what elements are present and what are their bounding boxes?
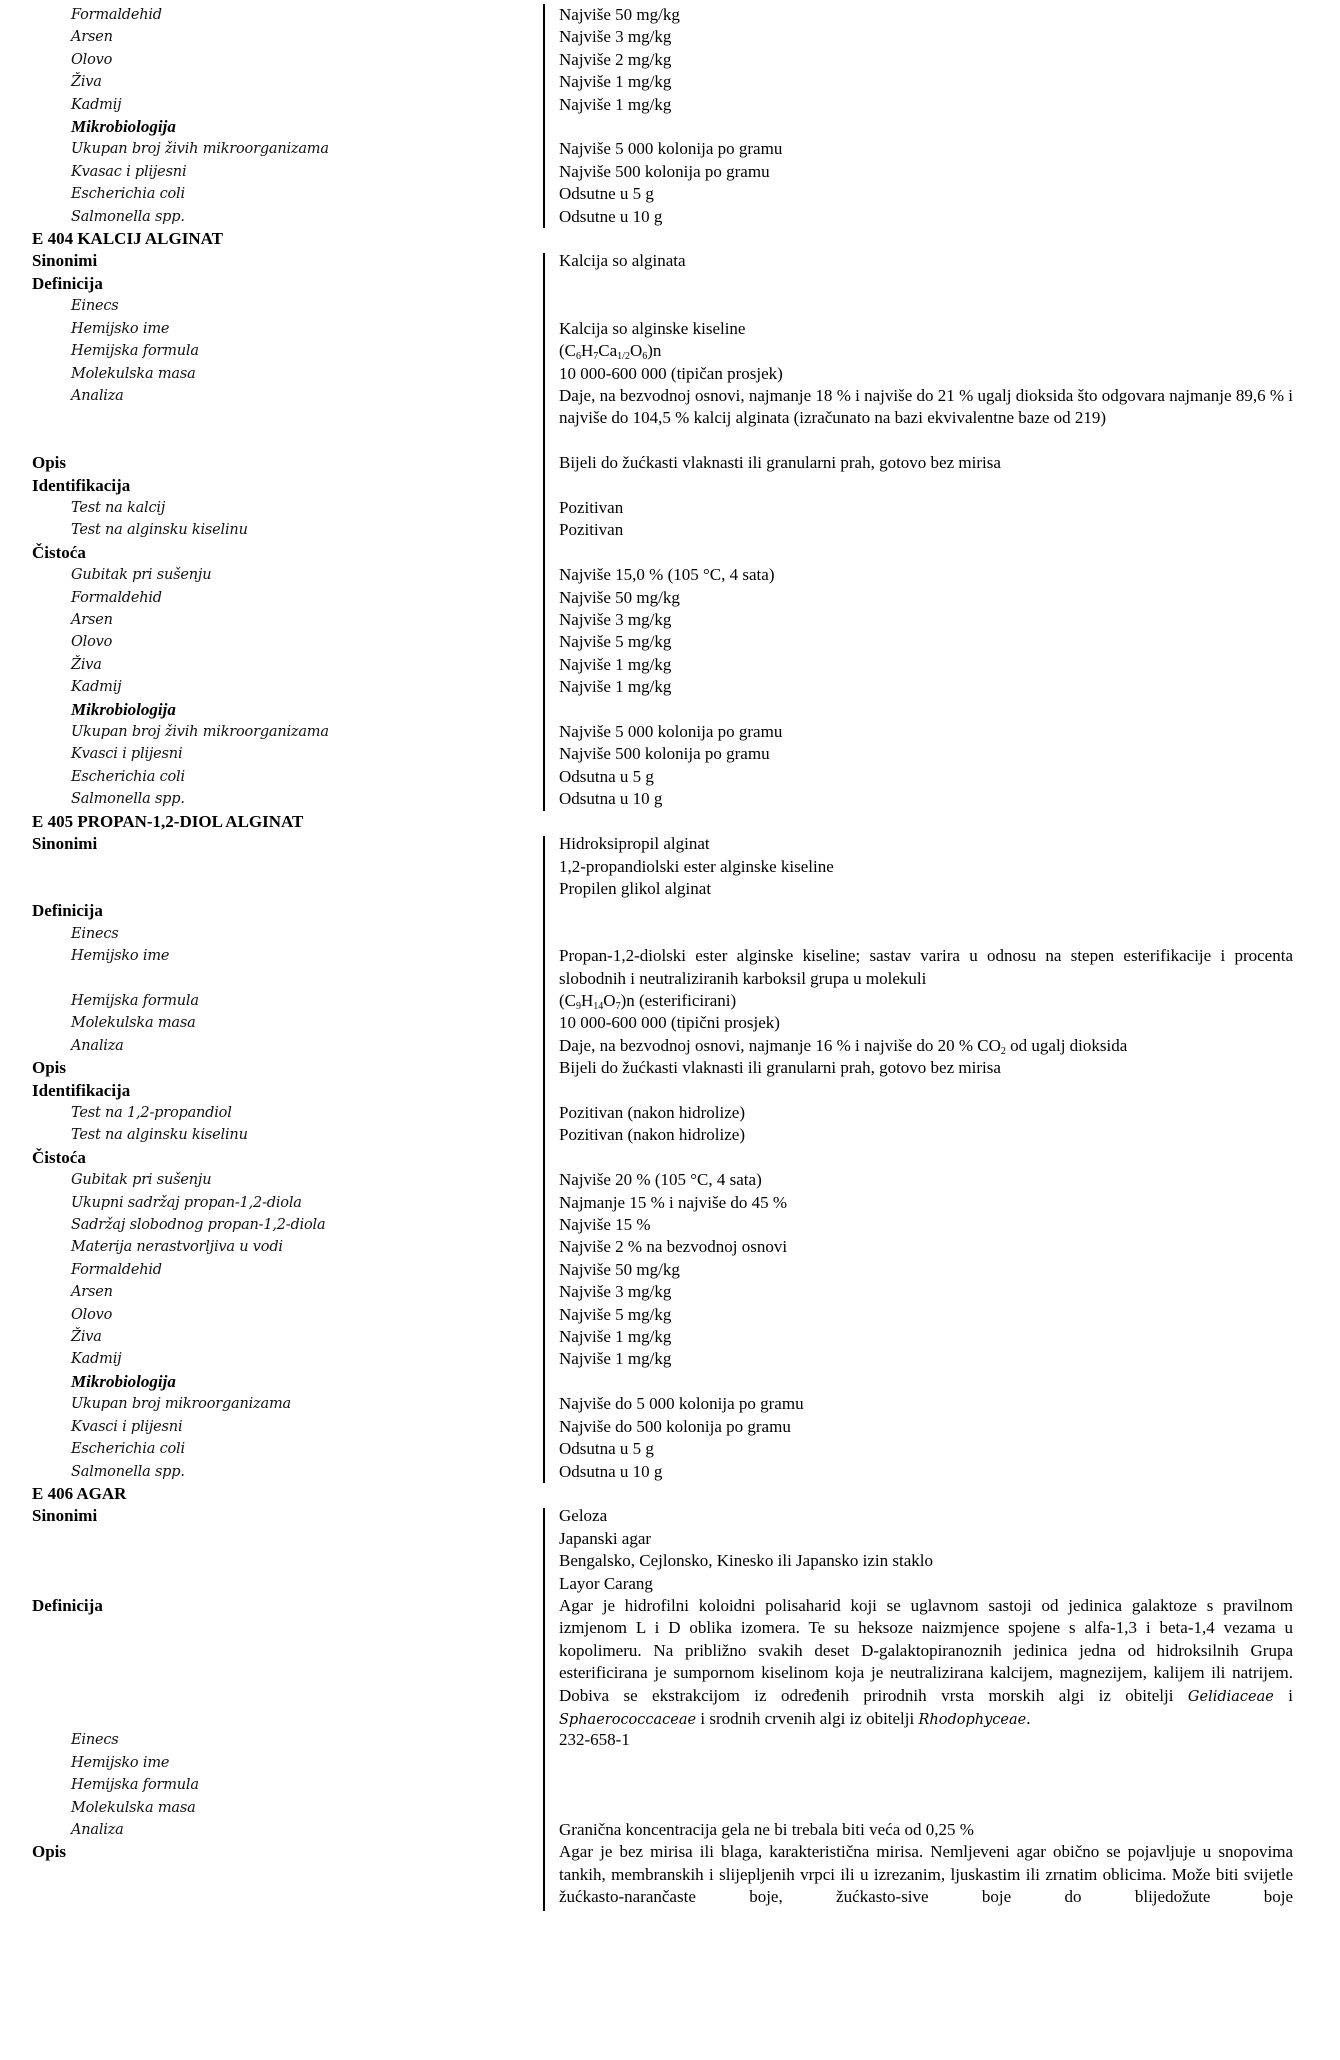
parameter-value: Pozitivan (559, 520, 624, 540)
parameter-label: Ukupan broj mikroorganizama (71, 1396, 291, 1413)
italic-term: Rhodophyceae (918, 1711, 1027, 1728)
spec-row (0, 1371, 1340, 1393)
spec-row (0, 631, 1340, 653)
parameter-label: Analiza (71, 1037, 124, 1054)
parameter-label: Arsen (71, 1284, 113, 1301)
parameter-value: Daje, na bezvodnoj osnovi, najmanje 18 % i najviše do 21 % ugalj dioksida što odgovara najmanje 89,6 % i najviše do 104,5 % kalcij alginata (izračunato na bazi ekvivalentne baze od 219) (559, 385, 1293, 428)
value-text: (C (559, 341, 576, 361)
spec-row (0, 340, 1340, 362)
spec-row (0, 1573, 1340, 1595)
parameter-label: Einecs (71, 298, 119, 315)
spec-row (0, 161, 1340, 183)
spec-row (0, 206, 1340, 228)
value-text: H (581, 990, 594, 1010)
spec-row (0, 1057, 1340, 1079)
parameter-label: Test na kalcij (71, 499, 166, 516)
spec-row (0, 990, 1340, 1012)
value-text: H (581, 341, 594, 361)
parameter-value: Odsutne u 10 g (559, 206, 663, 226)
spec-row (0, 1326, 1340, 1348)
spec-row (0, 452, 1340, 474)
spec-row (0, 318, 1340, 340)
parameter-value: Najviše 50 mg/kg (559, 1259, 680, 1279)
parameter-value: Najviše 5 000 kolonija po gramu (559, 722, 783, 742)
spec-row (0, 1729, 1340, 1751)
parameter-value: Bengalsko, Cejlonsko, Kinesko ili Japansko izin staklo (559, 1551, 933, 1571)
parameter-label: Kadmij (71, 96, 122, 113)
spec-row (0, 250, 1340, 272)
parameter-value: Najviše 50 mg/kg (559, 5, 680, 24)
subsection-heading: Mikrobiologija (71, 117, 176, 137)
parameter-label: Hemijsko ime (71, 948, 170, 965)
parameter-label: Živa (71, 74, 102, 91)
parameter-value: Pozitivan (559, 497, 624, 517)
parameter-value: Najviše 2 mg/kg (559, 49, 672, 69)
parameter-label: Formaldehid (71, 1261, 162, 1278)
parameter-label: Živa (71, 656, 102, 673)
parameter-value: 232-658-1 (559, 1730, 630, 1750)
spec-row (0, 49, 1340, 71)
parameter-value: Najmanje 15 % i najviše do 45 % (559, 1192, 788, 1212)
parameter-value: Odsutna u 5 g (559, 766, 654, 786)
value-text: . (1026, 1708, 1031, 1728)
parameter-label: Escherichia coli (71, 1441, 185, 1458)
spec-row (0, 295, 1340, 317)
spec-row (0, 564, 1340, 586)
parameter-label: Kvasci i plijesni (71, 746, 183, 763)
spec-row (0, 766, 1340, 788)
parameter-label: Sadržaj slobodnog propan-1,2-diola (71, 1217, 326, 1234)
spec-row (0, 1169, 1340, 1191)
spec-row (0, 71, 1340, 93)
spec-row (0, 138, 1340, 160)
parameter-value: 10 000-600 000 (tipični prosjek) (559, 1013, 780, 1033)
spec-row (0, 923, 1340, 945)
parameter-label: Hemijska formula (71, 992, 199, 1009)
parameter-label: Test na alginsku kiselinu (71, 1127, 248, 1144)
parameter-value: Najviše 5 mg/kg (559, 632, 672, 652)
parameter-label: Molekulska masa (71, 1015, 196, 1032)
parameter-label: Hemijsko ime (71, 1754, 170, 1771)
parameter-label: Živa (71, 1329, 102, 1346)
parameter-value: Kalcija so alginske kiseline (559, 318, 746, 338)
parameter-label: Formaldehid (71, 589, 162, 606)
parameter-label: Kvasci i plijesni (71, 1418, 183, 1435)
parameter-value: Hidroksipropil alginat (559, 834, 710, 854)
parameter-value: Granična koncentracija gela ne bi trebala biti veća od 0,25 % (559, 1820, 974, 1840)
parameter-value (559, 1595, 1293, 1731)
value-text: i srodnih crvenih algi iz obitelji (696, 1708, 919, 1728)
spec-row (0, 609, 1340, 631)
parameter-label: Formaldehid (71, 7, 162, 23)
spec-row (0, 385, 1340, 452)
spec-row (0, 1281, 1340, 1303)
spec-row (0, 1012, 1340, 1034)
subscript: 14 (593, 1000, 604, 1012)
spec-row (0, 1192, 1340, 1214)
section-heading: Opis (32, 453, 67, 473)
section-heading: Definicija (32, 1595, 103, 1615)
section-heading: Definicija (32, 273, 103, 293)
subscript: 6 (576, 351, 581, 363)
value-text: Agar je hidrofilni koloidni polisaharid koji se uglavnom sastoji od jedinica galaktoze s pravilnom izmjenom L i D oblika izomera. Te su heksoze naizmjence spojene s alfa-1,3 i beta-1,4 vezama u kopolimeru. Na približno svakih deset D-galaktopiranoznih jedinica jedna od hidroksilnih Grupa esterificirana je sumpornom kiselinom koja je neutralizirana kalcijem, magnezijem, kalijem ili natrijem. Dobiva se ekstrakcijom iz određenih prirodnih vrsta morskih algi iz obitelji (559, 1595, 1293, 1705)
section-heading: E 404 KALCIJ ALGINAT (32, 229, 223, 249)
parameter-value (559, 990, 1293, 1012)
spec-row (0, 1505, 1340, 1527)
spec-row (0, 1393, 1340, 1415)
spec-row (0, 676, 1340, 698)
subscript: 7 (593, 351, 599, 363)
spec-row (0, 1797, 1340, 1819)
subscript: 1/2 (617, 351, 630, 363)
spec-row (0, 519, 1340, 541)
section-heading: E 405 PROPAN-1,2-DIOL ALGINAT (32, 811, 304, 831)
section-heading: Identifikacija (32, 475, 131, 495)
value-text: O (603, 990, 616, 1010)
parameter-value: Bijeli do žućkasti vlaknasti ili granularni prah, gotovo bez mirisa (559, 453, 1001, 473)
parameter-value: Najviše 3 mg/kg (559, 1282, 672, 1302)
parameter-value: Najviše do 5 000 kolonija po gramu (559, 1394, 804, 1414)
parameter-label: Test na 1,2-propandiol (71, 1104, 232, 1121)
parameter-value: Najviše 5 000 kolonija po gramu (559, 139, 783, 159)
parameter-label: Molekulska masa (71, 365, 196, 382)
italic-term: Gelidiaceae (1187, 1688, 1274, 1705)
spec-row (0, 1774, 1340, 1796)
parameter-label: Escherichia coli (71, 186, 185, 203)
subsection-heading: Mikrobiologija (71, 699, 176, 719)
parameter-label: Ukupan broj živih mikroorganizama (71, 141, 329, 158)
spec-row (0, 699, 1340, 721)
spec-row (0, 1124, 1340, 1146)
section-heading: Čistoća (32, 542, 86, 562)
parameter-value: Layor Carang (559, 1573, 653, 1593)
parameter-label: Ukupni sadržaj propan-1,2-diola (71, 1194, 302, 1211)
parameter-value: Najviše 1 mg/kg (559, 654, 672, 674)
parameter-label: Arsen (71, 612, 113, 628)
section-heading: Sinonimi (32, 1506, 98, 1526)
parameter-label: Gubitak pri sušenju (71, 1172, 212, 1189)
parameter-value: Najviše 500 kolonija po gramu (559, 161, 770, 181)
spec-row (0, 228, 1340, 250)
spec-row (0, 945, 1340, 990)
parameter-value (559, 1035, 1293, 1057)
spec-row (0, 1348, 1340, 1370)
parameter-label: Kadmij (71, 679, 122, 696)
value-text: )n (647, 341, 662, 361)
column-divider (543, 4, 545, 228)
parameter-value: Najviše 5 mg/kg (559, 1304, 672, 1324)
parameter-label: Analiza (71, 387, 124, 404)
parameter-value: Najviše 2 % na bezvodnoj osnovi (559, 1237, 788, 1257)
spec-row (0, 1080, 1340, 1102)
spec-row (0, 1461, 1340, 1483)
spec-row (0, 1483, 1340, 1505)
italic-term: Sphaerococcaceae (559, 1711, 697, 1728)
value-text: Ca (598, 341, 618, 361)
section-heading: Sinonimi (32, 834, 98, 854)
spec-row (0, 1214, 1340, 1236)
section-heading: Opis (32, 1842, 67, 1862)
spec-row (0, 1438, 1340, 1460)
parameter-value: Najviše 1 mg/kg (559, 72, 672, 92)
spec-row (0, 273, 1340, 295)
subsection-heading: Mikrobiologija (71, 1371, 176, 1391)
spec-row (0, 833, 1340, 855)
parameter-value: Propan-1,2-diolski ester alginske kiseline; sastav varira u odnosu na stepen esterifikacije i procenta slobodnih i neutraliziranih karboksil grupa u molekuli (559, 946, 1293, 988)
parameter-value (559, 340, 1293, 362)
subscript: 6 (642, 351, 648, 363)
section-heading: Opis (32, 1058, 67, 1078)
parameter-label: Kvasac i plijesni (71, 163, 187, 180)
value-text: i (1273, 1685, 1293, 1705)
parameter-value: Najviše 500 kolonija po gramu (559, 744, 770, 764)
spec-row (0, 900, 1340, 922)
spec-row (0, 788, 1340, 810)
parameter-value: Odsutna u 10 g (559, 1461, 663, 1481)
spec-row (0, 26, 1340, 48)
parameter-value: Pozitivan (nakon hidrolize) (559, 1102, 746, 1122)
parameter-value: Najviše 1 mg/kg (559, 677, 672, 697)
parameter-value: Najviše 1 mg/kg (559, 1349, 672, 1369)
spec-row (0, 1147, 1340, 1169)
parameter-value: Geloza (559, 1506, 608, 1526)
spec-row (0, 4, 1340, 26)
spec-row (0, 1416, 1340, 1438)
spec-row (0, 1550, 1340, 1572)
column-divider (543, 836, 545, 1483)
spec-row (0, 1595, 1340, 1729)
value-text: )n (esterificirani) (620, 990, 737, 1010)
subscript: 9 (576, 1000, 581, 1012)
spec-row (0, 721, 1340, 743)
spec-row (0, 542, 1340, 564)
parameter-label: Einecs (71, 925, 119, 942)
column-divider (543, 253, 545, 810)
spec-row (0, 1102, 1340, 1124)
spec-row (0, 363, 1340, 385)
parameter-value: Pozitivan (nakon hidrolize) (559, 1125, 746, 1145)
parameter-value: Odsutna u 5 g (559, 1439, 654, 1459)
parameter-value: Najviše 3 mg/kg (559, 27, 672, 47)
parameter-value: Odsutne u 5 g (559, 184, 654, 204)
section-heading: Definicija (32, 901, 103, 921)
parameter-label: Hemijsko ime (71, 320, 170, 337)
spec-row (0, 1035, 1340, 1057)
parameter-value: Bijeli do žućkasti vlaknasti ili granularni prah, gotovo bez mirisa (559, 1058, 1001, 1078)
spec-row (0, 1819, 1340, 1841)
value-text: Daje, na bezvodnoj osnovi, najmanje 16 % i najviše do 20 % CO (559, 1035, 1001, 1055)
value-text: O (629, 341, 643, 361)
spec-row (0, 1304, 1340, 1326)
parameter-label: Materija nerastvorljiva u vodi (71, 1239, 283, 1256)
parameter-label: Ukupan broj živih mikroorganizama (71, 724, 329, 741)
parameter-label: Arsen (71, 29, 113, 46)
subscript: 7 (615, 1000, 621, 1012)
parameter-value: 1,2-propandiolski ester alginske kiseline (559, 856, 834, 876)
parameter-label: Analiza (71, 1822, 124, 1839)
parameter-value: Agar je bez mirisa ili blaga, karakteristična mirisa. Nemljeveni agar obično se pojavljuje u snopovima tankih, membranskih i slijepljenih vrpci ili u izrezanim, ljuskastim ili zrnatim oblicima. Može biti svijetle žućkasto-narančaste boje, žućkasto-sive boje do blijedožute boje (559, 1842, 1293, 1907)
parameter-value: Najviše 1 mg/kg (559, 1327, 672, 1347)
parameter-label: Test na alginsku kiselinu (71, 522, 248, 539)
spec-row (0, 811, 1340, 833)
parameter-value: Najviše 50 mg/kg (559, 587, 680, 607)
spec-row (0, 183, 1340, 205)
subscript: 2 (1000, 1045, 1006, 1057)
parameter-value: Najviše do 500 kolonija po gramu (559, 1416, 791, 1436)
parameter-label: Hemijska formula (71, 343, 199, 360)
spec-row (0, 878, 1340, 900)
parameter-label: Olovo (71, 634, 113, 651)
parameter-label: Olovo (71, 1306, 113, 1323)
value-text: od ugalj dioksida (1005, 1035, 1128, 1055)
parameter-value: 10 000-600 000 (tipičan prosjek) (559, 363, 783, 383)
section-heading: E 406 AGAR (32, 1483, 127, 1503)
parameter-value: Propilen glikol alginat (559, 878, 712, 898)
spec-row (0, 475, 1340, 497)
parameter-label: Einecs (71, 1732, 119, 1749)
parameter-label: Molekulska masa (71, 1799, 196, 1816)
spec-row (0, 1752, 1340, 1774)
parameter-value: Kalcija so alginata (559, 251, 686, 271)
parameter-label: Gubitak pri sušenju (71, 567, 212, 584)
spec-row (0, 497, 1340, 519)
parameter-label: Olovo (71, 51, 113, 68)
parameter-value: Najviše 3 mg/kg (559, 610, 672, 629)
spec-row (0, 1259, 1340, 1281)
parameter-label: Hemijska formula (71, 1777, 199, 1794)
parameter-value: Najviše 1 mg/kg (559, 94, 672, 114)
value-text: (C (559, 990, 576, 1010)
spec-row (0, 654, 1340, 676)
spec-row (0, 856, 1340, 878)
spec-row (0, 1528, 1340, 1550)
spec-row (0, 94, 1340, 116)
spec-row (0, 116, 1340, 138)
parameter-label: Kadmij (71, 1351, 122, 1368)
section-heading: Identifikacija (32, 1080, 131, 1100)
section-heading: Sinonimi (32, 251, 98, 271)
parameter-value: Najviše 15,0 % (105 °C, 4 sata) (559, 565, 775, 585)
parameter-label: Salmonella spp. (71, 1463, 185, 1480)
spec-row (0, 743, 1340, 765)
parameter-label: Escherichia coli (71, 768, 185, 785)
spec-row (0, 1236, 1340, 1258)
column-divider (543, 1508, 545, 1910)
parameter-label: Salmonella spp. (71, 208, 185, 225)
parameter-value: Odsutna u 10 g (559, 789, 663, 809)
spec-row (0, 587, 1340, 609)
parameter-value: Najviše 20 % (105 °C, 4 sata) (559, 1170, 762, 1190)
parameter-value: Najviše 15 % (559, 1215, 651, 1235)
parameter-label: Salmonella spp. (71, 791, 185, 808)
section-heading: Čistoća (32, 1147, 86, 1167)
spec-row (0, 1841, 1340, 1908)
parameter-value: Japanski agar (559, 1528, 652, 1548)
